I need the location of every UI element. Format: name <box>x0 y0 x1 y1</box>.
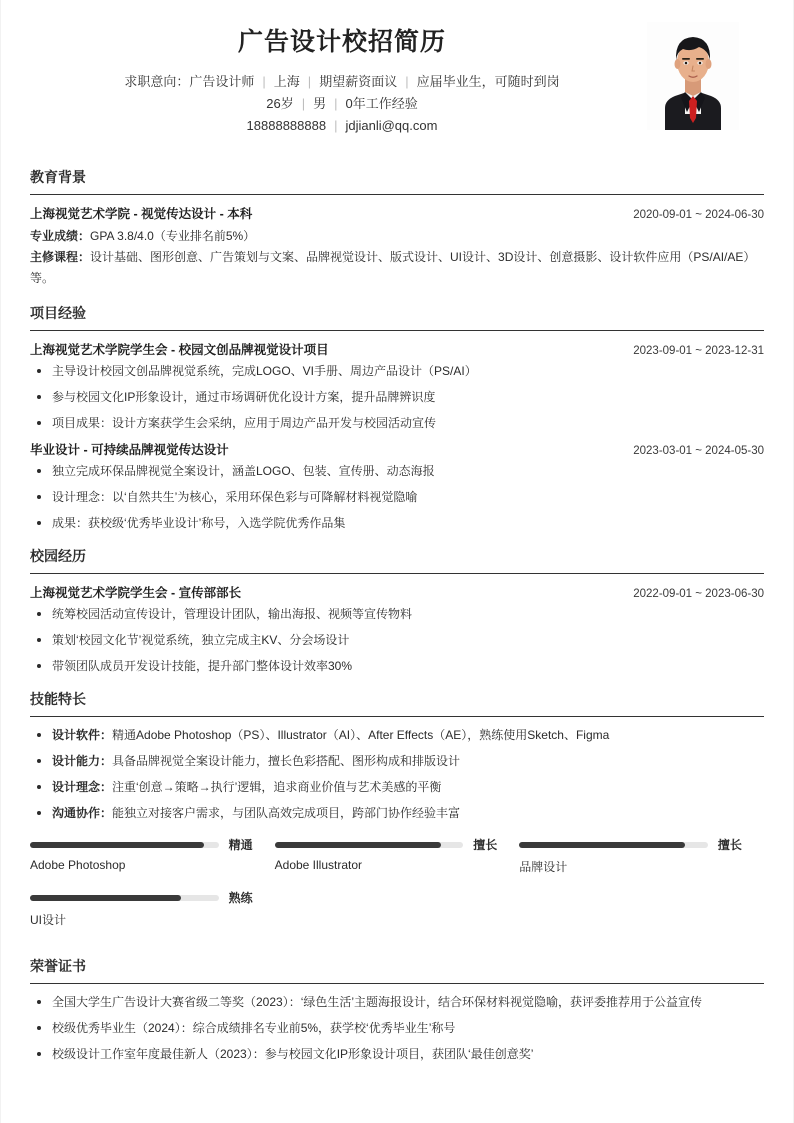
entry-detail-line <box>30 247 764 289</box>
skill-name-label: Adobe Illustrator <box>274 858 363 872</box>
skill-value: 精通Adobe Photoshop（PS）、Illustrator（AI）、After Effects（AE），熟练使用Sketch、Figma <box>112 728 610 742</box>
skill-name-label: UI设计 <box>30 913 67 927</box>
resume-sections <box>30 167 764 675</box>
meta-personal-0: 26岁 <box>266 96 294 111</box>
list-item <box>30 752 764 770</box>
entry-header <box>30 340 764 358</box>
meta-separator: | <box>262 74 266 89</box>
resume-entry <box>30 440 764 532</box>
section-校园经历 <box>30 546 764 675</box>
list-item: 参与校园文化IP形象设计，通过市场调研优化设计方案，提升品牌辨识度 <box>30 388 764 406</box>
list-item <box>30 804 764 822</box>
section-divider <box>30 194 764 195</box>
honors-bullet-list <box>30 993 764 1063</box>
section-divider <box>30 330 764 331</box>
resume-entry <box>30 340 764 432</box>
meta-personal-2: 0年工作经验 <box>345 96 418 111</box>
section-title-skills: 技能特长 <box>30 691 86 707</box>
skill-progress-fill <box>275 842 441 848</box>
skill-level-label: 精通 <box>228 838 253 852</box>
meta-separator: | <box>405 74 409 89</box>
avatar <box>647 22 739 130</box>
skill-bar-grid <box>30 836 764 942</box>
skill-progress-track <box>30 895 219 901</box>
resume-header <box>30 0 764 153</box>
skill-progress-track <box>275 842 464 848</box>
meta-separator: | <box>301 96 306 111</box>
entry-date: 2023-09-01 ~ 2023-12-31 <box>633 345 764 357</box>
entry-title: 毕业设计 - 可持续品牌视觉传达设计 <box>30 443 229 457</box>
entry-date: 2023-03-01 ~ 2024-05-30 <box>633 445 764 457</box>
list-item: 全国大学生广告设计大赛省级二等奖（2023）：‘绿色生活’主题海报设计，结合环保材料视觉隐喻，获评委推荐用于公益宣传 <box>30 993 764 1011</box>
section-honors <box>30 956 764 1063</box>
section-title: 教育背景 <box>30 169 86 185</box>
skill-progress-track <box>30 842 219 848</box>
meta-personal-1: 男 <box>313 96 327 111</box>
meta-separator: | <box>334 96 338 111</box>
entry-detail-label: 专业成绩： <box>30 229 91 243</box>
entry-detail-line <box>30 226 764 247</box>
entry-header <box>30 204 764 222</box>
skill-bar-row <box>519 836 742 853</box>
skill-item <box>30 889 275 928</box>
skill-bar-row <box>30 889 253 906</box>
skill-item <box>275 836 520 875</box>
skill-item <box>30 836 275 875</box>
meta-objective-1: 上海 <box>273 74 300 89</box>
resume-entry <box>30 204 764 289</box>
skill-progress-fill <box>30 895 181 901</box>
meta-objective-2: 期望薪资面议 <box>319 74 398 89</box>
meta-contact-0: 18888888888 <box>246 118 327 133</box>
entry-header <box>30 583 764 601</box>
section-divider <box>30 983 764 984</box>
entry-date: 2022-09-01 ~ 2023-06-30 <box>633 588 764 600</box>
entry-header <box>30 440 764 458</box>
section-divider <box>30 716 764 717</box>
skills-bullet-list <box>30 726 764 822</box>
skill-value: 注重‘创意→策略→执行’逻辑，追求商业价值与艺术美感的平衡 <box>112 780 442 794</box>
section-教育背景 <box>30 167 764 289</box>
section-title-honors: 荣誉证书 <box>30 958 86 974</box>
list-item: 独立完成环保品牌视觉全案设计，涵盖LOGO、包装、宣传册、动态海报 <box>30 462 764 480</box>
meta-separator: | <box>307 74 312 89</box>
section-skills <box>30 689 764 942</box>
entry-date: 2020-09-01 ~ 2024-06-30 <box>633 209 764 221</box>
entry-title: 上海视觉艺术学院学生会 - 宣传部部长 <box>30 586 242 600</box>
entry-detail-value: GPA 3.8/4.0（专业排名前5%） <box>90 229 256 243</box>
entry-detail-value: 设计基础、图形创意、广告策划与文案、品牌视觉设计、版式设计、UI设计、3D设计、创意摄影、设计软件应用（PS/AI/AE）等。 <box>30 250 756 285</box>
list-item <box>30 778 764 796</box>
list-item: 项目成果：设计方案获学生会采纳，应用于周边产品开发与校园活动宣传 <box>30 414 764 432</box>
skill-name-label: 品牌设计 <box>519 860 568 874</box>
list-item: 成果：获校级‘优秀毕业设计’称号，入选学院优秀作品集 <box>30 514 764 532</box>
list-item <box>30 726 764 744</box>
list-item: 校级设计工作室年度最佳新人（2023）：参与校园文化IP形象设计项目，获团队‘最佳创意奖’ <box>30 1045 764 1063</box>
list-item: 带领团队成员开发设计技能，提升部门整体设计效率30% <box>30 657 764 675</box>
list-item: 策划‘校园文化节’视觉系统，独立完成主KV、分会场设计 <box>30 631 764 649</box>
resume-entry <box>30 583 764 675</box>
skill-label: 设计能力： <box>52 754 113 768</box>
meta-contact-1: jdjianli@qq.com <box>345 118 438 133</box>
section-title: 校园经历 <box>30 548 86 564</box>
skill-name-label: Adobe Photoshop <box>30 858 126 872</box>
section-项目经验 <box>30 303 764 532</box>
skill-level-label: 熟练 <box>228 891 253 905</box>
entry-detail-label: 主修课程： <box>30 250 91 264</box>
skill-level-label: 擅长 <box>473 838 498 852</box>
list-item: 统筹校园活动宣传设计，管理设计团队，输出海报、视频等宣传物料 <box>30 605 764 623</box>
skill-value: 能独立对接客户需求，与团队高效完成项目，跨部门协作经验丰富 <box>112 806 461 820</box>
skill-item <box>519 836 764 875</box>
skill-label: 沟通协作： <box>52 806 113 820</box>
skill-bar-row <box>30 836 253 853</box>
meta-objective-3: 应届毕业生，可随时到岗 <box>416 74 560 89</box>
skill-label: 设计理念： <box>52 780 113 794</box>
entry-title: 上海视觉艺术学院学生会 - 校园文创品牌视觉设计项目 <box>30 343 329 357</box>
list-item: 设计理念：以‘自然共生’为核心，采用环保色彩与可降解材料视觉隐喻 <box>30 488 764 506</box>
entry-bullet-list <box>30 462 764 532</box>
skill-progress-track <box>519 842 708 848</box>
entry-title: 上海视觉艺术学院 - 视觉传达设计 - 本科 <box>30 207 253 221</box>
skill-label: 设计软件： <box>52 728 113 742</box>
list-item: 主导设计校园文创品牌视觉系统，完成LOGO、VI手册、周边产品设计（PS/AI） <box>30 362 764 380</box>
entry-bullet-list <box>30 362 764 432</box>
meta-objective-0: 求职意向：广告设计师 <box>124 74 255 89</box>
list-item: 校级优秀毕业生（2024）：综合成绩排名专业前5%，获学校‘优秀毕业生’称号 <box>30 1019 764 1037</box>
meta-separator: | <box>334 118 338 133</box>
section-divider <box>30 573 764 574</box>
section-title: 项目经验 <box>30 305 86 321</box>
skill-progress-fill <box>519 842 685 848</box>
skill-bar-row <box>275 836 498 853</box>
page-title: 广告设计校招简历 <box>237 28 446 56</box>
skill-value: 具备品牌视觉全案设计能力，擅长色彩搭配、图形构成和排版设计 <box>112 754 461 768</box>
entry-bullet-list <box>30 605 764 675</box>
skill-progress-fill <box>30 842 204 848</box>
skill-level-label: 擅长 <box>717 838 742 852</box>
